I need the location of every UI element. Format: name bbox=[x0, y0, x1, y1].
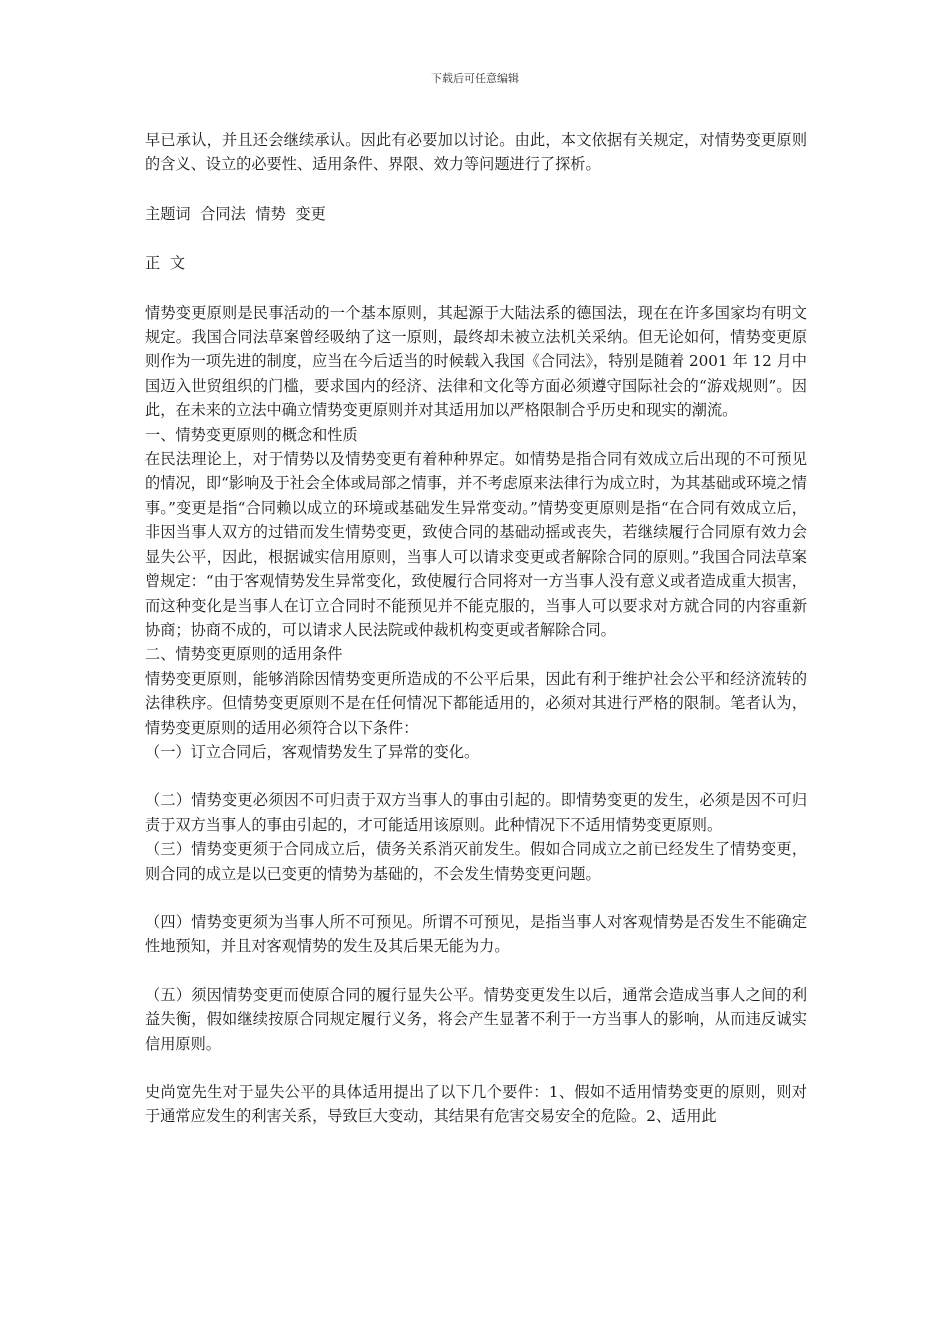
section-1-title: 一、情势变更原则的概念和性质 bbox=[145, 425, 358, 444]
section-2-paragraph: 情势变更原则，能够消除因情势变更所造成的不公平后果，因此有利于维护社会公平和经济流转的法律秩序。但情势变更原则不是在任何情况下都能适用的，必须对其进行严格的限制。笔者认为，情势变更原则的适用必须符合以下条件： bbox=[145, 669, 807, 737]
condition-4: （四）情势变更须为当事人所不可预见。所谓不可预见，是指当事人对客观情势是否发生不能确定性地预知，并且对客观情势的发生及其后果无能为力。 bbox=[145, 912, 807, 956]
condition-5: （五）须因情势变更而使原合同的履行显失公平。情势变更发生以后，通常会造成当事人之间的利益失衡，假如继续按原合同规定履行义务，将会产生显著不利于一方当事人的影响，从而违反诚实信用原则。 bbox=[145, 985, 807, 1053]
condition-3: （三）情势变更须于合同成立后，债务关系消灭前发生。假如合同成立之前已经发生了情势变更，则合同的成立是以已变更的情势为基础的，不会发生情势变更问题。 bbox=[145, 840, 807, 883]
section-2-title: 二、情势变更原则的适用条件 bbox=[145, 645, 343, 664]
intro-paragraph: 情势变更原则是民事活动的一个基本原则，其起源于大陆法系的德国法，现在在许多国家均有明文规定。我国合同法草案曾经吸纳了这一原则，最终却未被立法机关采纳。但无论如何，情势变更原则作为一项先进的制度，应当在今后适当的时候载入我国《合同法》，特别是随着 2001 年 12 月中国迈入世贸组织的门槛，要求国内的经济、法律和文化等方面必须遵守国际社会的“游戏规则”。因此，在未来的立法中确立情势变更原则并对其适用加以严格限制合乎历史和现实的潮流。 bbox=[145, 303, 807, 420]
document-body bbox=[145, 128, 807, 1129]
page-header: 下载后可任意编辑 bbox=[431, 72, 519, 85]
condition-1: （一）订立合同后，客观情势发生了异常的变化。 bbox=[145, 742, 480, 761]
body-heading: 正 文 bbox=[145, 254, 186, 273]
condition-2: （二）情势变更必须因不可归责于双方当事人的事由引起的。即情势变更的发生，必须是因不可归责于双方当事人的事由引起的，才可能适用该原则。此种情况下不适用情势变更原则。 bbox=[145, 791, 807, 834]
shi-paragraph: 史尚宽先生对于显失公平的具体适用提出了以下几个要件：1、假如不适用情势变更的原则，则对于通常应发生的利害关系，导致巨大变动，其结果有危害交易安全的危险。2、适用此 bbox=[145, 1083, 807, 1126]
section-1-paragraph: 在民法理论上，对于情势以及情势变更有着种种界定。如情势是指合同有效成立后出现的不可预见的情况，即“影响及于社会全体或局部之情事，并不考虑原来法律行为成立时，为其基础或环境之情事。”变更是指“合同赖以成立的环境或基础发生异常变动。”情势变更原则是指“在合同有效成立后，非因当事人双方的过错而发生情势变更，致使合同的基础动摇或丧失，若继续履行合同原有效力会显失公平，因此，根据诚实信用原则，当事人可以请求变更或者解除合同的原则。”我国合同法草案曾规定：“由于客观情势发生异常变化，致使履行合同将对一方当事人没有意义或者造成重大损害，而这种变化是当事人在订立合同时不能预见并不能克服的，当事人可以要求对方就合同的内容重新协商；协商不成的，可以请求人民法院或仲裁机构变更或者解除合同。 bbox=[145, 450, 807, 639]
keywords-line: 主题词 合同法 情势 变更 bbox=[145, 204, 326, 223]
abstract-end-paragraph: 早已承认，并且还会继续承认。因此有必要加以讨论。由此，本文依据有关规定，对情势变更原则的含义、设立的必要性、适用条件、界限、效力等问题进行了探析。 bbox=[145, 131, 807, 174]
